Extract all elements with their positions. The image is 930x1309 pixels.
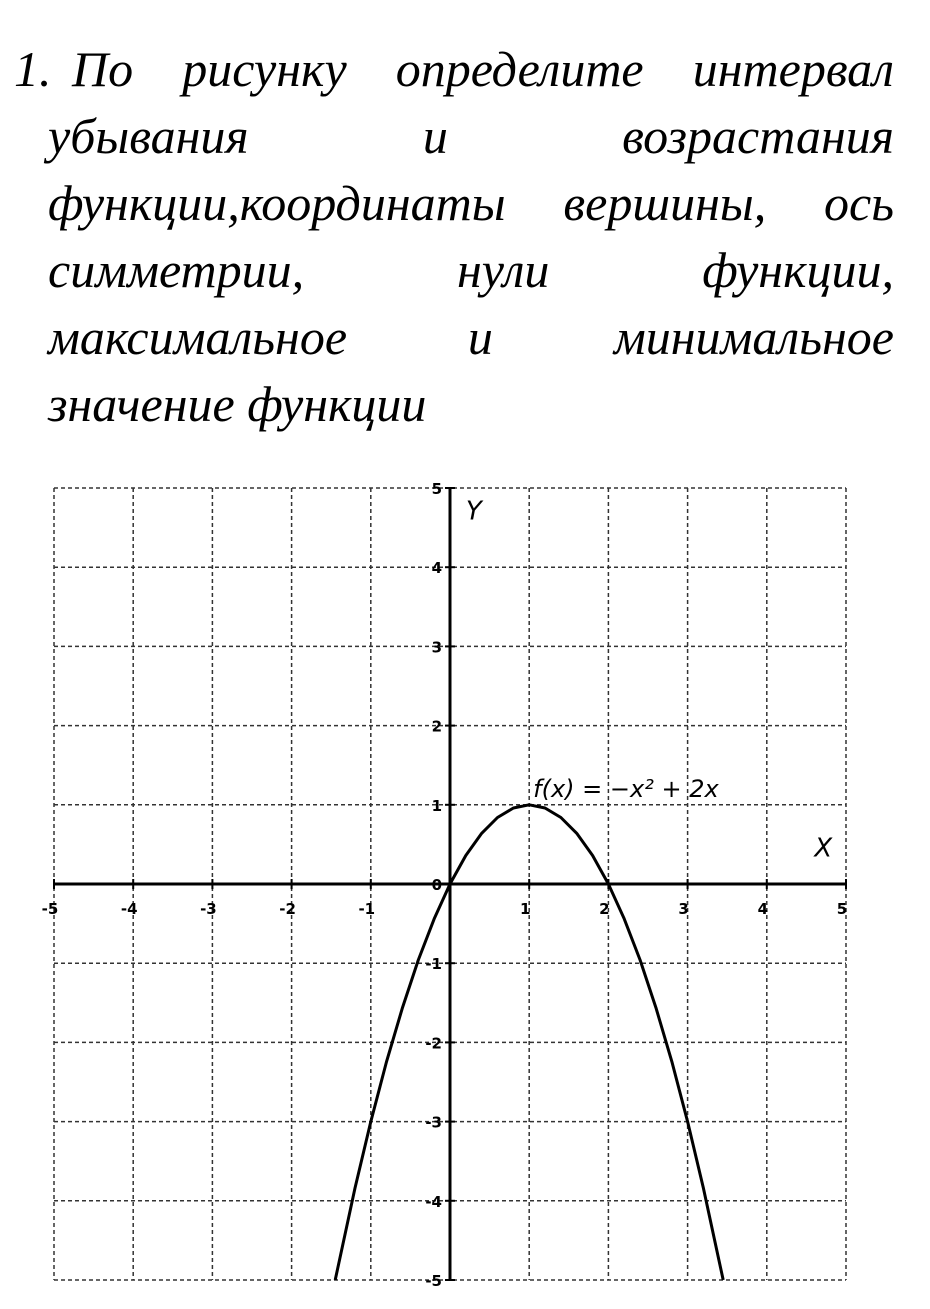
x-tick-label-2: 2 bbox=[599, 900, 610, 918]
y-tick-label-2: 2 bbox=[431, 717, 442, 736]
x-tick-label-4: 4 bbox=[757, 900, 769, 918]
task-text bbox=[14, 36, 894, 438]
task-line-5: максимальное и минимальное bbox=[48, 309, 894, 365]
y-tick-label-5: 5 bbox=[431, 480, 442, 498]
y-tick-label-3: 3 bbox=[431, 638, 442, 657]
y-tick-label-0: 0 bbox=[431, 876, 442, 894]
y-tick-label--2: -2 bbox=[425, 1034, 442, 1053]
task-line-6: значение функции bbox=[48, 376, 427, 432]
y-tick-label--3: -3 bbox=[425, 1113, 442, 1132]
y-tick-label-4: 4 bbox=[431, 559, 442, 578]
x-tick-label--2: -2 bbox=[279, 900, 296, 918]
x-tick-label--1: -1 bbox=[358, 900, 376, 918]
y-axis-label: Y bbox=[465, 496, 482, 527]
x-tick-label-5: 5 bbox=[836, 900, 848, 918]
x-tick-label--4: -4 bbox=[120, 900, 138, 918]
task-line-1: По рисунку определите интервал bbox=[72, 41, 894, 97]
y-tick-label--5: -5 bbox=[425, 1272, 442, 1290]
function-label: f(x) = −x² + 2x bbox=[533, 774, 719, 803]
y-tick-label--1: -1 bbox=[425, 955, 442, 974]
x-tick-label--3: -3 bbox=[200, 900, 217, 918]
task-line-2: убывания и возрастания bbox=[48, 108, 894, 164]
x-tick-label-3: 3 bbox=[678, 900, 689, 918]
task-line-4: симметрии, нули функции, bbox=[48, 242, 894, 298]
y-tick-label-1: 1 bbox=[431, 796, 442, 815]
parabola-chart bbox=[0, 470, 930, 1309]
x-tick-label--5: -5 bbox=[41, 900, 59, 918]
x-axis-label: X bbox=[814, 833, 833, 864]
task-number: 1. bbox=[14, 41, 52, 97]
y-tick-label--4: -4 bbox=[425, 1192, 442, 1211]
x-tick-label-1: 1 bbox=[519, 900, 531, 918]
task-line-3: функции,координаты вершины, ось bbox=[48, 175, 894, 231]
